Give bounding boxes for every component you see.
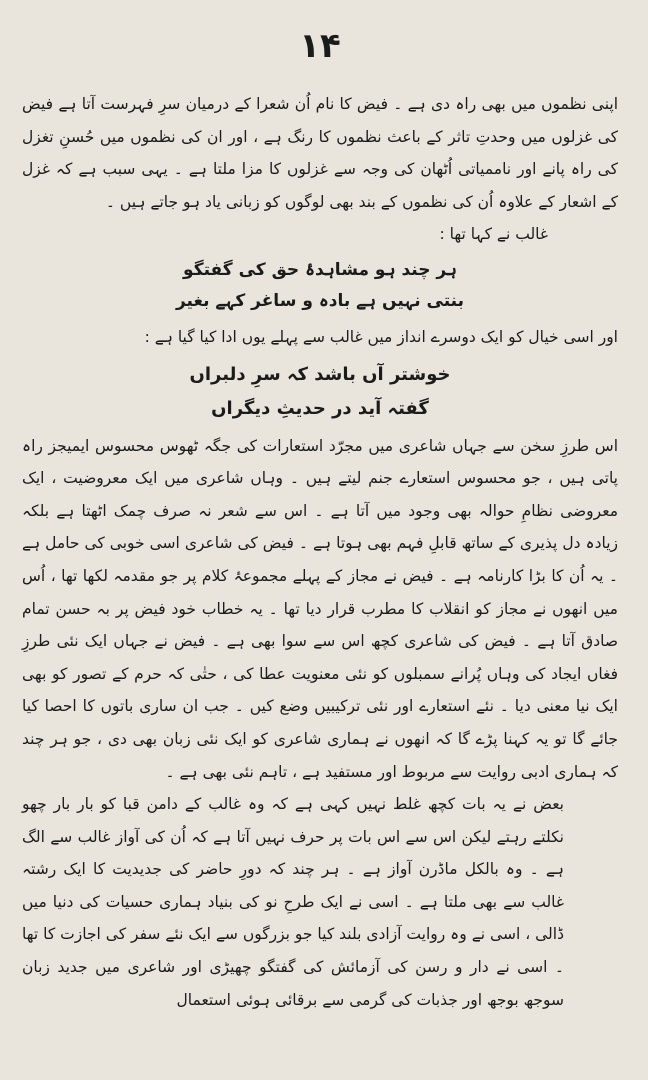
verse-persian-line-1: خوشتر آں باشد کہ سرِ دلبراں — [189, 363, 451, 385]
verse-persian — [22, 358, 618, 426]
page-number: ۱۴ — [299, 26, 341, 66]
paragraph-2: اس طرزِ سخن سے جہاں شاعری میں مجرّد استعارات کی جگہ ٹھوس محسوس ایمیجز راہ پاتی ہیں ، جو محسوس استعارے جنم لیتے ہیں ۔ وہاں شاعری میں ایک معروضیت ، ایک معروضی نظامِ حوالہ بھی وجود میں آتا ہے ۔ اس سے شعر نہ صرف چمک اٹھتا ہے بلکہ زیادہ دل پذیری کے ساتھ قابلِ فہم بھی ہوتا ہے ۔ فیض کی شاعری اسی خوبی کی حامل ہے ۔ یہ اُن کا بڑا کارنامہ ہے ۔ فیض نے مجاز کے پہلے مجموعۂ کلام پر جو مقدمہ لکھا تھا ، اُس میں انھوں نے مجاز کو انقلاب کا مطرب قرار دیا تھا ۔ یہ خطاب خود فیض پر بہ حسن تمام صادق آتا ہے ۔ فیض کی شاعری کچھ اس سے سوا بھی ہے ۔ فیض نے جہاں ایک نئی طرزِ فغاں ایجاد کی وہاں پُرانے سمبلوں کو نئی معنویت عطا کی ، حتٰی کہ حرم کے تصور کو بھی ایک نیا معنی دیا ۔ نئے استعارے اور نئی ترکیبیں وضع کیں ۔ جب ان ساری باتوں کا احصا کیا جائے گا تو یہ کہنا پڑے گا کہ انھوں نے ہماری شاعری کو ایک نئی زبان بھی دی ، جو ہر چند کہ ہماری ادبی روایت سے مربوط اور مستفید ہے ، تاہم نئی بھی ہے ۔ — [22, 436, 618, 781]
verse-ghalib — [22, 255, 618, 317]
verse-ghalib-line-1: ہر چند ہو مشاہدۂ حق کی گفتگو — [183, 259, 457, 280]
paragraph-3: بعض نے یہ بات کچھ غلط نہیں کہی ہے کہ وہ غالب کے دامن قبا کو بار بار چھو نکلتے رہتے لیکن اس سے اس بات پر حرف نہیں آتا ہے کہ اُن کی آواز غالب سے الگ ہے ۔ وہ بالکل ماڈرن آواز ہے ۔ ہر چند کہ دورِ حاضر کی جدیدیت کا ایک رشتہ غالب سے بھی ملتا ہے ۔ اسی نے ایک طرحِ نو کی بنیاد ہماری حسیات کی دنیا میں ڈالی ، اسی نے وہ روایت آزادی بلند کیا جو بزرگوں سے ایک نئے سفر کی اجازت کا تھا ۔ اسی نے دار و رسن کی آزمائش کی گفتگو چھیڑی اور شاعری میں جدید زبان سوجھ بوجھ اور جذبات کی گرمی سے برقائی ہوئی استعمال — [22, 795, 564, 1009]
persian-intro: اور اسی خیال کو ایک دوسرے انداز میں غالب سے پہلے یوں ادا کیا گیا ہے : — [144, 327, 618, 346]
verse-persian-line-2: گفتہ آید در حدیثِ دیگراں — [211, 397, 429, 419]
verse-ghalib-line-2: بنتی نہیں ہے بادہ و ساغر کہے بغیر — [175, 290, 464, 311]
paragraph-1: اپنی نظموں میں بھی راہ دی ہے ۔ فیض کا نام اُن شعرا کے درمیان سرِ فہرست آتا ہے فیض کی غزلوں میں وحدتِ تاثر کے باعث نظموں کا رنگ ہے ، اور ان کی نظموں میں حُسنِ تغزل کی راہ پانے اور ناممیاتی اُٹھان کی وجہ سے غزلوں کا مزا ملتا ہے ۔ یہی سبب ہے کہ غزل کے اشعار کے علاوہ اُن کی نظموں کے بند بھی لوگوں کو زبانی یاد ہو جاتے ہیں ۔ — [22, 95, 618, 211]
ghalib-intro: غالب نے کہا تھا : — [439, 225, 548, 244]
